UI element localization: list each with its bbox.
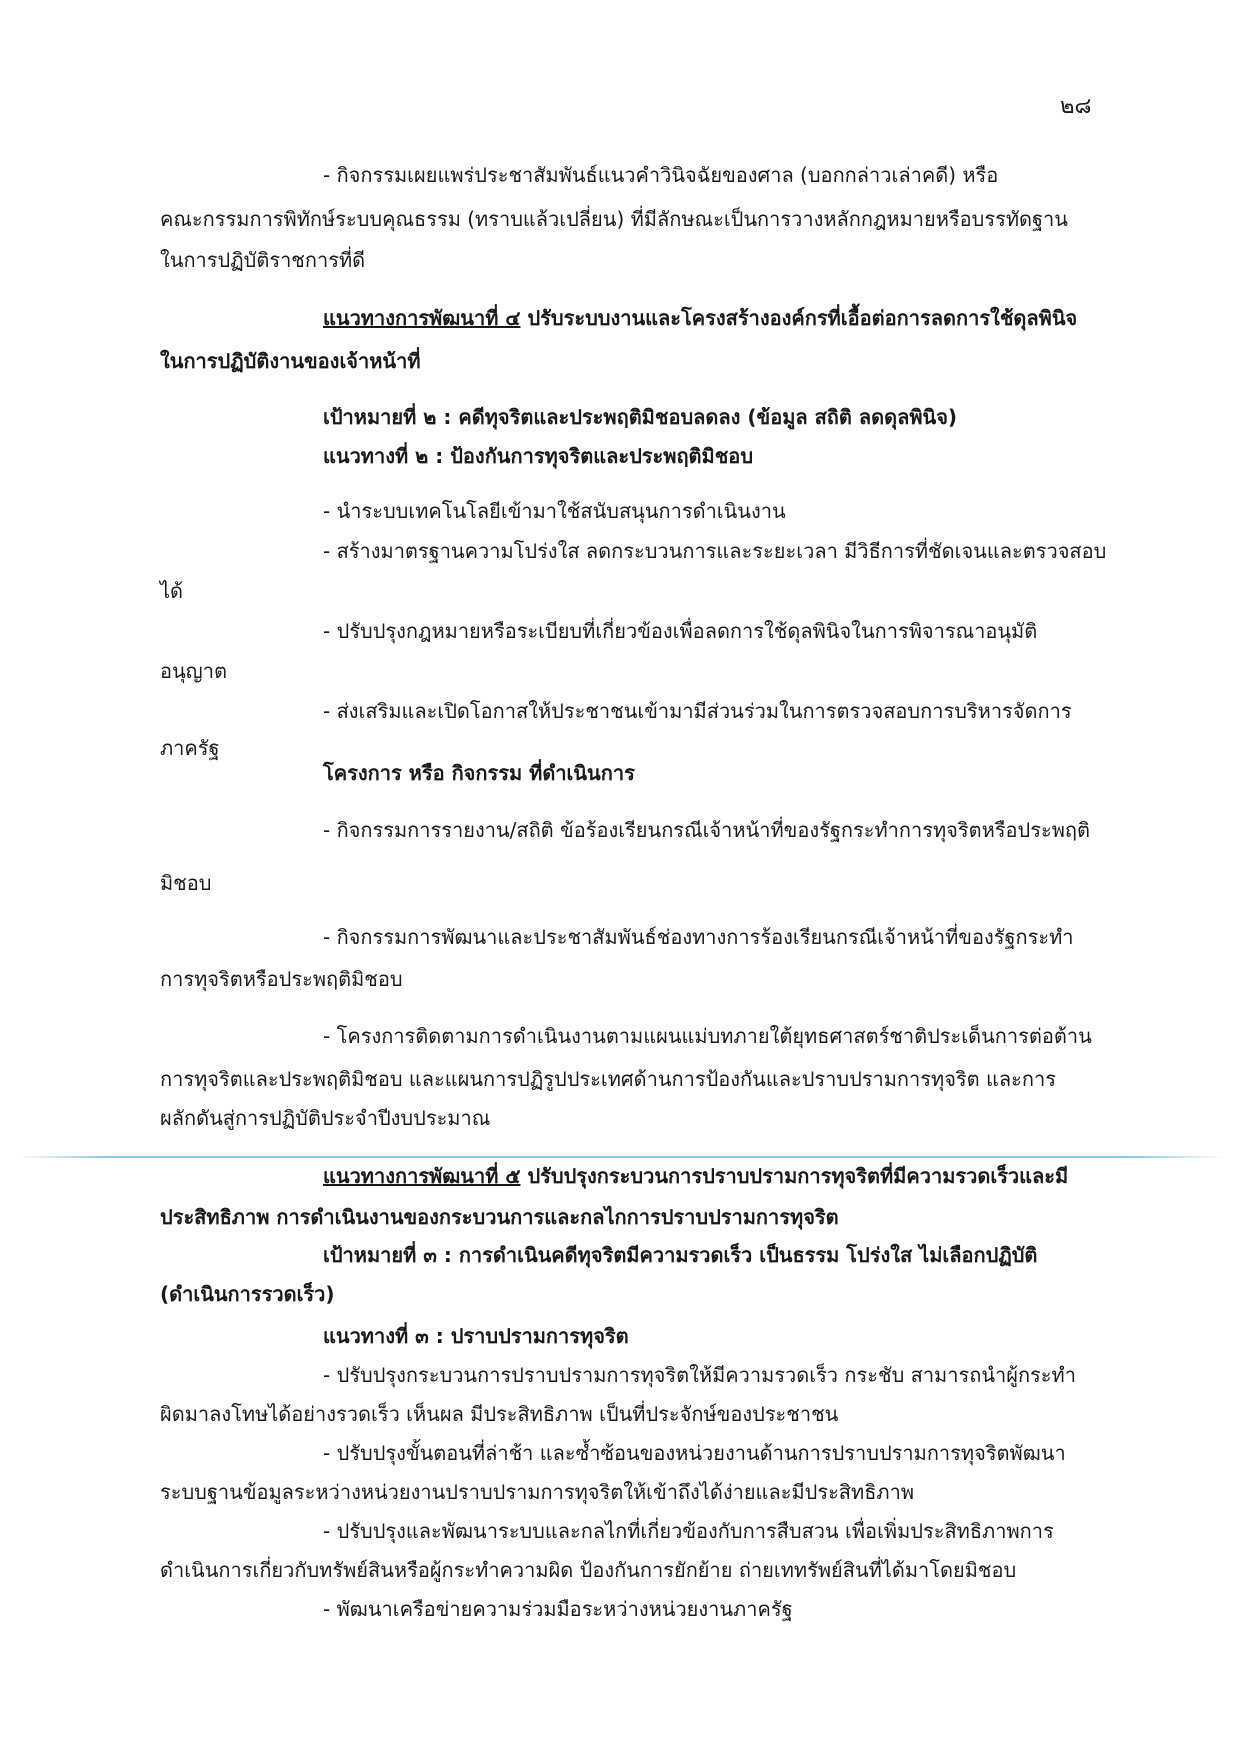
list-item-continuation: ภาครัฐ — [160, 736, 220, 760]
list-item-continuation: ระบบฐานข้อมูลระหว่างหน่วยงานปราบปรามการทุจริตให้เข้าถึงได้ง่ายและมีประสิทธิภาพ — [160, 1480, 915, 1504]
development-guideline-5 — [323, 1161, 1068, 1191]
guideline-text: ปรับระบบงานและโครงสร้างองค์กรที่เอื้อต่อการลดการใช้ดุลพินิจ — [520, 306, 1078, 330]
guideline-text: ปรับปรุงกระบวนการปราบปรามการทุจริตที่มีความรวดเร็วและมี — [520, 1164, 1069, 1188]
list-item-continuation: ผิดมาลงโทษได้อย่างรวดเร็ว เห็นผล มีประสิทธิภาพ เป็นที่ประจักษ์ของประชาชน — [160, 1402, 839, 1426]
guideline-label: แนวทางการพัฒนาที่ ๕ — [323, 1164, 521, 1188]
list-item: - นำระบบเทคโนโลยีเข้ามาใช้สนับสนุนการดำเนินงาน — [323, 499, 786, 523]
project-item-continuation: การทุจริตและประพฤติมิชอบ และแผนการปฏิรูปประเทศด้านการป้องกันและปราบปรามการทุจริต และการ — [160, 1067, 1056, 1091]
target-heading: เป้าหมายที่ ๒ : คดีทุจริตและประพฤติมิชอบลดลง (ข้อมูล สถิติ ลดดุลพินิจ) — [323, 405, 958, 429]
project-item-continuation: ผลักดันสู่การปฏิบัติประจำปีงบประมาณ — [160, 1106, 491, 1130]
project-item-continuation: การทุจริตหรือประพฤติมิชอบ — [160, 967, 403, 991]
scan-artifact-line — [14, 1156, 1226, 1158]
development-guideline-4 — [323, 303, 1077, 333]
list-item-continuation: อนุญาต — [160, 659, 227, 683]
approach-heading: แนวทางที่ ๒ : ป้องกันการทุจริตและประพฤติมิชอบ — [323, 444, 754, 468]
list-item: - ปรับปรุงกฎหมายหรือระเบียบที่เกี่ยวข้องเพื่อลดการใช้ดุลพินิจในการพิจารณาอนุมัติ — [323, 619, 1038, 643]
page-number: ๒๘ — [1060, 94, 1092, 119]
project-item: - โครงการติดตามการดำเนินงานตามแผนแม่บทภายใต้ยุทธศาสตร์ชาติประเด็นการต่อต้าน — [323, 1024, 1092, 1048]
paragraph-line: คณะกรรมการพิทักษ์ระบบคุณธรรม (ทราบแล้วเปลี่ยน) ที่มีลักษณะเป็นการวางหลักกฎหมายหรือบรรทัดฐาน — [160, 207, 1068, 231]
target-heading-continuation: (ดำเนินการรวดเร็ว) — [160, 1282, 335, 1306]
target-heading: เป้าหมายที่ ๓ : การดำเนินคดีทุจริตมีความรวดเร็ว เป็นธรรม โปร่งใส ไม่เลือกปฏิบัติ — [323, 1243, 1038, 1267]
list-item: - ส่งเสริมและเปิดโอกาสให้ประชาชนเข้ามามีส่วนร่วมในการตรวจสอบการบริหารจัดการ — [323, 699, 1072, 723]
project-item: - กิจกรรมการรายงาน/สถิติ ข้อร้องเรียนกรณีเจ้าหน้าที่ของรัฐกระทำการทุจริตหรือประพฤติ — [323, 818, 1091, 842]
project-item: - กิจกรรมการพัฒนาและประชาสัมพันธ์ช่องทางการร้องเรียนกรณีเจ้าหน้าที่ของรัฐกระทำ — [323, 925, 1074, 949]
guideline-line: ในการปฏิบัติงานของเจ้าหน้าที่ — [160, 349, 421, 373]
list-item: - ปรับปรุงกระบวนการปราบปรามการทุจริตให้มีความรวดเร็ว กระชับ สามารถนำผู้กระทำ — [323, 1363, 1076, 1387]
list-item: - พัฒนาเครือข่ายความร่วมมือระหว่างหน่วยงานภาครัฐ — [323, 1597, 793, 1621]
guideline-label: แนวทางการพัฒนาที่ ๔ — [323, 306, 521, 330]
projects-heading: โครงการ หรือ กิจกรรม ที่ดำเนินการ — [323, 761, 635, 785]
paragraph-line: - กิจกรรมเผยแพร่ประชาสัมพันธ์แนวคำวินิจฉัยของศาล (บอกกล่าวเล่าคดี) หรือ — [323, 163, 999, 187]
list-item: - ปรับปรุงขั้นตอนที่ล่าช้า และซ้ำซ้อนของหน่วยงานด้านการปราบปรามการทุจริตพัฒนา — [323, 1441, 1066, 1465]
list-item-continuation: ได้ — [160, 579, 184, 603]
guideline-line: ประสิทธิภาพ การดำเนินงานของกระบวนการและกลไกการปราบปรามการทุจริต — [160, 1205, 839, 1229]
list-item: - ปรับปรุงและพัฒนาระบบและกลไกที่เกี่ยวข้องกับการสืบสวน เพื่อเพิ่มประสิทธิภาพการ — [323, 1519, 1054, 1543]
paragraph-line: ในการปฏิบัติราชการที่ดี — [160, 248, 366, 272]
list-item: - สร้างมาตรฐานความโปร่งใส ลดกระบวนการและระยะเวลา มีวิธีการที่ชัดเจนและตรวจสอบ — [323, 539, 1107, 563]
project-item-continuation: มิชอบ — [160, 871, 212, 895]
approach-heading: แนวทางที่ ๓ : ปราบปรามการทุจริต — [323, 1324, 629, 1348]
list-item-continuation: ดำเนินการเกี่ยวกับทรัพย์สินหรือผู้กระทำความผิด ป้องกันการยักย้าย ถ่ายเททรัพย์สินที่ได้มาโดยมิชอบ — [160, 1558, 1017, 1582]
